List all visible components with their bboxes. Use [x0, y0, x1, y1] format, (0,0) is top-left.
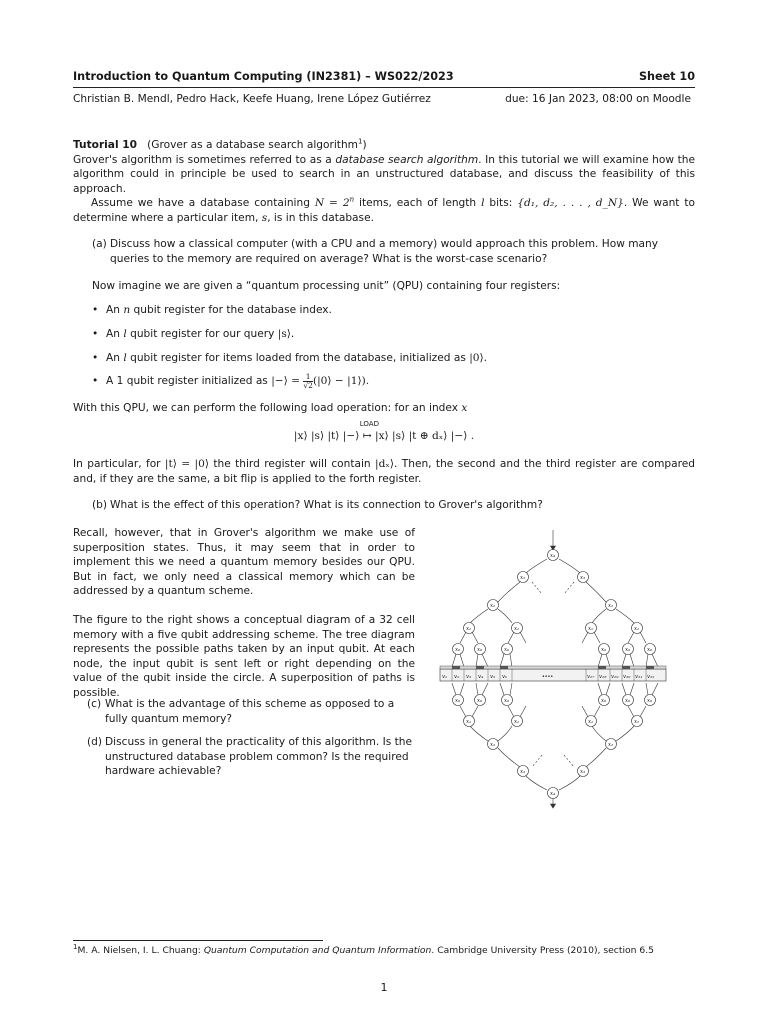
node-label: x₄: [550, 791, 556, 797]
part-a-label: (a): [92, 238, 107, 250]
node-label: x₀: [601, 698, 607, 704]
part-a: [92, 237, 695, 266]
node-label: x₄: [550, 553, 556, 559]
memory-tree-diagram: [438, 525, 668, 810]
recall-paragraph: Recall, however, that in Grover's algorithm we make use of superposition states. Thus, it may seem that in order to implement this we need a quantum memory besides our QPU. But in fact, we only need a classical memory which can be addressed by a quantum scheme.: [73, 527, 415, 598]
node-label: x₂: [490, 603, 496, 609]
node-label: x₃: [580, 769, 586, 775]
node-label: x₁: [634, 719, 640, 725]
footnote: $^1$M. A. Nielsen, I. L. Chuang: Quantum Computation and Quantum Information. Cambridge University Press (2010), section 6.5: [73, 942, 654, 956]
tutorial-intro: Tutorial 10 (Grover as a database search algorithm$^1$) Grover's algorithm is sometimes referred to as a database search algorithm. In this tutorial we will examine how the algorithm could in principle be used to search in an unstructured database, and discuss the feasibility of this approach.: [73, 137, 695, 195]
bullet-ancilla-register: • A 1 qubit register initialized as |−⟩ = $\frac{1}{√2}$ (|0⟩ − |1⟩).: [92, 372, 370, 390]
cell-label: v₃: [466, 674, 472, 680]
part-b-text: What is the effect of this operation? What is its connection to Grover's algorithm?: [110, 499, 543, 511]
cell-label: v₁: [442, 674, 448, 680]
cell-label: v₆: [502, 674, 508, 680]
part-b: [92, 498, 695, 513]
load-intro: With this QPU, we can perform the following load operation: for an index x: [73, 402, 468, 414]
due-date: due: 16 Jan 2023, 08:00 on Moodle: [505, 93, 691, 105]
cell-label: v₅: [490, 674, 496, 680]
tutorial-label: Tutorial 10: [73, 139, 138, 151]
cell-label: v₃₁: [635, 674, 643, 680]
node-label: x₃: [580, 575, 586, 581]
node-label: x₀: [455, 698, 461, 704]
node-label: x₁: [588, 719, 594, 725]
node-label: x₀: [647, 647, 653, 653]
cell-label: v₂₇: [587, 674, 595, 680]
node-label: x₂: [608, 603, 614, 609]
memory-ellipsis: ....: [542, 669, 554, 679]
part-c-label: (c): [87, 698, 102, 710]
node-label: x₁: [466, 719, 472, 725]
figure-description: The figure to the right shows a conceptual diagram of a 32 cell memory with a five qubit addressing scheme. The tree diagram represents the possible paths taken by an input qubit. At each node, the input qubit is sent left or right depending on the value of the qubit inside the circle. A superposition of paths is possible.: [73, 614, 415, 700]
node-label: x₀: [601, 647, 607, 653]
header-rule: [73, 87, 695, 88]
bullet-item-register: • An l qubit register for items loaded from the database, initialized as |0⟩.: [92, 352, 488, 364]
node-label: x₀: [477, 698, 483, 704]
fraction-one-over-root-two: $\frac{1}{√2}$: [303, 372, 313, 390]
assume-paragraph: Assume we have a database containing $N = 2^n$ items, each of length l bits: {d₁, d₂, . . . , d_N}. We want to determine where a particular item, s, is in this database.: [73, 195, 696, 224]
sheet-title: Introduction to Quantum Computing (IN2381) – WS022/2023: [73, 70, 454, 83]
load-description: In particular, for |t⟩ = |0⟩ the third register will contain |dₓ⟩. Then, the second and the third register are compared and, if they are the same, a bit flip is applied to the forth register.: [73, 458, 695, 485]
part-d-text: Discuss in general the practicality of this algorithm. Is the unstructured database problem common? Is the required hardware achievable?: [105, 736, 412, 778]
node-label: x₂: [608, 742, 614, 748]
node-label: x₀: [647, 698, 653, 704]
tutorial-subtitle: (Grover as a database search algorithm: [147, 139, 358, 151]
cell-label: v₃₂: [647, 674, 655, 680]
node-label: x₀: [504, 698, 510, 704]
load-equation: |x⟩ |s⟩ |t⟩ |−⟩ LOAD ↦ |x⟩ |s⟩ |t ⊕ dₓ⟩ |−⟩ .: [293, 420, 475, 442]
node-label: x₁: [466, 626, 472, 632]
bullet-query-register: • An l qubit register for our query |s⟩.: [92, 328, 295, 340]
node-label: x₀: [477, 647, 483, 653]
cell-label: v₂₉: [611, 674, 619, 680]
authors: Christian B. Mendl, Pedro Hack, Keefe Huang, Irene López Gutiérrez: [73, 93, 431, 105]
node-label: x₀: [455, 647, 461, 653]
node-label: x₂: [490, 742, 496, 748]
load-keyword: LOAD: [359, 420, 379, 428]
emphasis-database-search: database search algorithm: [335, 153, 479, 166]
cell-label: v₃₀: [623, 674, 631, 680]
book-title: Quantum Computation and Quantum Information: [203, 945, 432, 956]
node-label: x₁: [514, 626, 520, 632]
qpu-intro: Now imagine we are given a “quantum processing unit” (QPU) containing four registers:: [92, 280, 561, 292]
part-c-text: What is the advantage of this scheme as opposed to a fully quantum memory?: [105, 698, 395, 725]
node-label: x₀: [625, 647, 631, 653]
cell-label: v₂: [454, 674, 460, 680]
part-a-text: Discuss how a classical computer (with a CPU and a memory) would approach this problem. How many queries to the memory are required on average? What is the worst-case scenario?: [110, 238, 659, 265]
node-label: x₁: [634, 626, 640, 632]
cell-label: v₄: [478, 674, 484, 680]
node-label: x₃: [520, 575, 526, 581]
node-label: x₀: [625, 698, 631, 704]
node-label: x₀: [504, 647, 510, 653]
bullet-index-register: • An n qubit register for the database index.: [92, 304, 332, 316]
footnote-rule: [73, 940, 323, 941]
part-d: [87, 735, 415, 779]
part-c: [87, 697, 415, 726]
sheet-number: Sheet 10: [638, 70, 695, 83]
node-label: x₁: [514, 719, 520, 725]
footnote-ref: 1: [358, 137, 363, 146]
node-label: x₁: [588, 626, 594, 632]
cell-label: v₂₈: [599, 674, 607, 680]
part-d-label: (d): [87, 736, 102, 748]
node-label: x₃: [520, 769, 526, 775]
page-number: 1: [380, 981, 388, 994]
part-b-label: (b): [92, 499, 107, 511]
